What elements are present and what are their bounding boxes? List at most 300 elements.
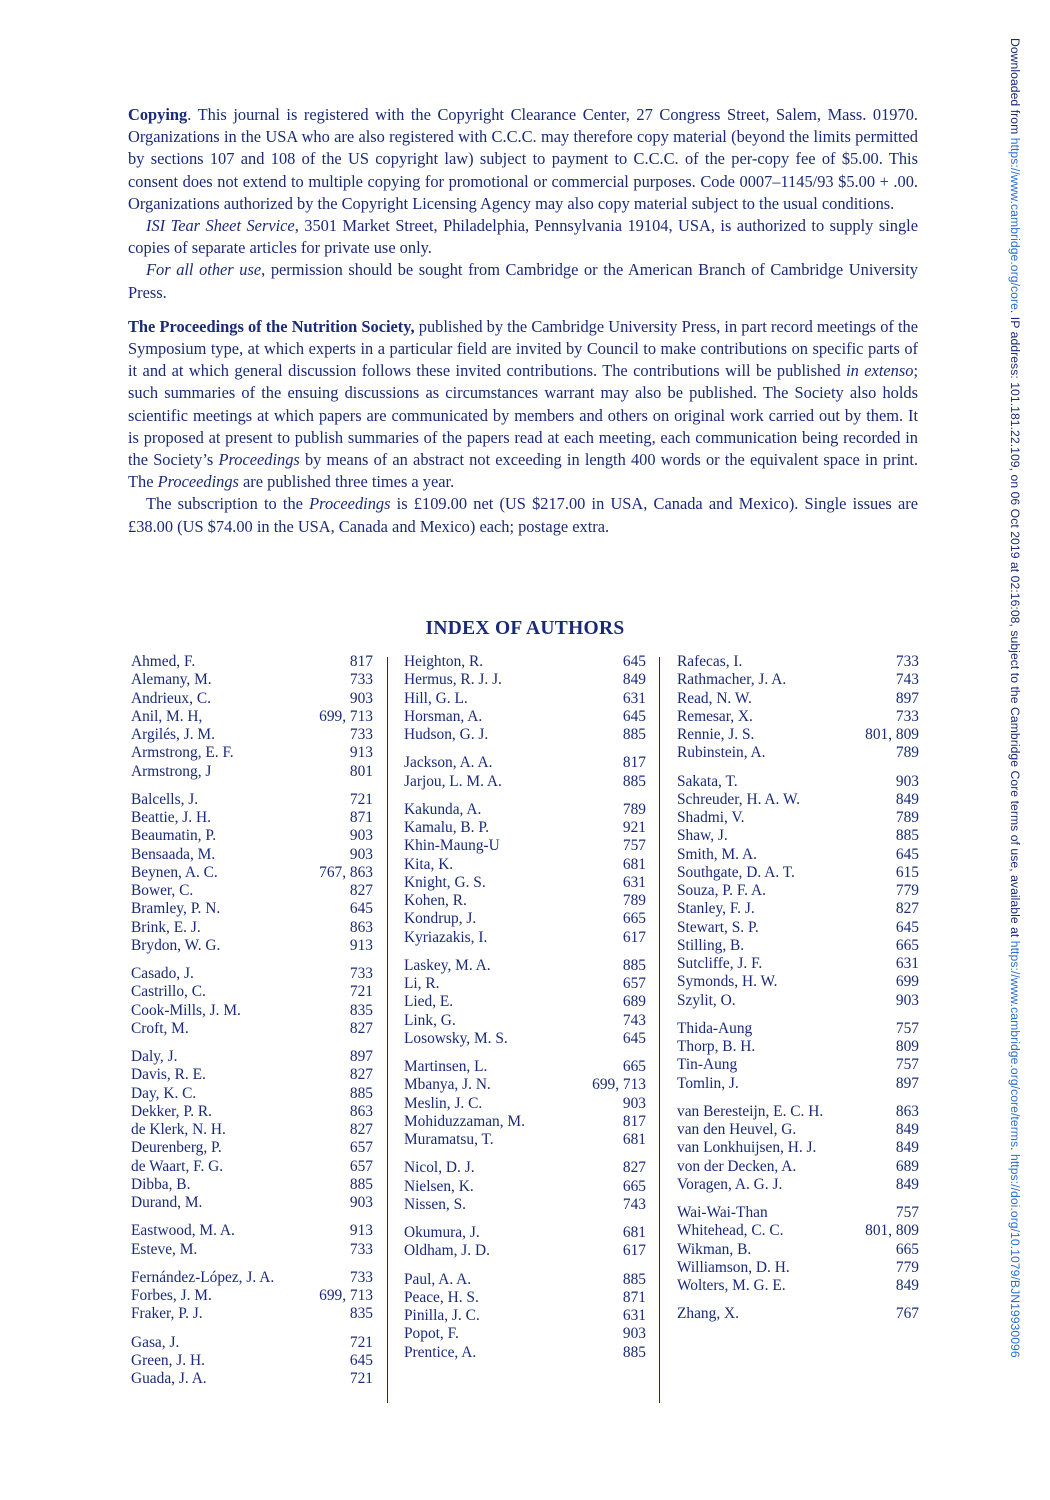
index-entry [131, 1103, 373, 1121]
page-numbers: 903 [895, 772, 919, 790]
index-letter-group [131, 1334, 373, 1389]
page-numbers: 743 [622, 1195, 646, 1213]
cambridge-core-link[interactable]: https://www.cambridge.org/core [1008, 137, 1022, 310]
author-name: Thida-Aung [677, 1019, 753, 1037]
author-name: Smith, M. A. [677, 845, 757, 863]
page-numbers: 733 [349, 1240, 373, 1258]
proceedings-text-4: are published three times a year. [238, 472, 455, 492]
author-name: Fraker, P. J. [131, 1305, 203, 1323]
author-name: de Klerk, N. H. [131, 1121, 226, 1138]
author-name: Jarjou, L. M. A. [404, 772, 502, 790]
index-entry [131, 900, 373, 918]
index-letter-group [677, 1305, 919, 1323]
index-column-3 [677, 653, 919, 1334]
author-name: Fernández-López, J. A. [131, 1268, 275, 1286]
download-notice-middle: . IP address: 101.181.22.109, on 06 Oct 2019 at 02:16:08, subject to the Cambridge Core terms of use, available at [1008, 309, 1022, 941]
page-numbers: 817 [622, 1112, 646, 1130]
author-name: Armstrong, E. F. [131, 744, 234, 762]
author-name: Tomlin, J. [677, 1074, 739, 1092]
page-numbers: 631 [622, 873, 646, 891]
author-name: Meslin, J. C. [404, 1094, 483, 1112]
page-numbers: 913 [349, 1222, 373, 1240]
index-entry [404, 754, 646, 772]
index-letter-group [404, 754, 646, 791]
page-numbers: 689 [622, 993, 646, 1011]
page-numbers: 721 [349, 790, 373, 808]
page-numbers: 885 [622, 1343, 646, 1361]
author-name: Bower, C. [131, 882, 194, 899]
index-title: INDEX OF AUTHORS [425, 618, 625, 639]
author-name: Beynen, A. C. [131, 863, 218, 881]
index-column-1 [131, 653, 373, 1398]
page-numbers: 863 [349, 918, 373, 936]
author-name: Rafecas, I. [677, 653, 743, 670]
index-letter-group [677, 773, 919, 1010]
author-name: Shadmi, V. [677, 809, 745, 826]
page-numbers: 801, 809 [865, 1222, 919, 1240]
index-entry [677, 744, 919, 762]
author-name: Oldham, J. D. [404, 1242, 490, 1260]
index-entry [404, 957, 646, 975]
page-numbers: 885 [349, 1175, 373, 1193]
author-name: Davis, R. E. [131, 1066, 206, 1084]
index-entry [404, 726, 646, 744]
page-numbers: 699, 713 [592, 1076, 646, 1094]
page-numbers: 903 [349, 1194, 373, 1211]
index-entry [404, 1289, 646, 1307]
author-name: de Waart, F. G. [131, 1157, 224, 1175]
index-entry [677, 937, 919, 955]
author-name: Kita, K. [404, 855, 454, 873]
index-entry [404, 801, 646, 819]
page-numbers: 863 [349, 1102, 373, 1120]
index-entry [677, 690, 919, 708]
page-numbers: 789 [622, 800, 646, 818]
author-name: Sakata, T. [677, 772, 738, 790]
index-entry [131, 937, 373, 955]
author-name: Gasa, J. [131, 1333, 180, 1351]
author-name: Brink, E. J. [131, 918, 201, 936]
index-letter-group [677, 1204, 919, 1295]
index-entry [404, 929, 646, 947]
author-name: Laskey, M. A. [404, 956, 491, 974]
isi-paragraph [128, 215, 918, 259]
page-numbers: 631 [895, 955, 919, 972]
index-entry [677, 1020, 919, 1038]
author-name: Peace, H. S. [404, 1288, 479, 1306]
journal-notices [128, 104, 918, 538]
index-entry [131, 983, 373, 1001]
other-use-paragraph [128, 259, 918, 303]
index-entry [131, 1020, 373, 1038]
subscription-text-2: is £109.00 net (US $217.00 in USA, Canada and Mexico). Single issues are £38.00 (US $74.00 in the USA, Canada and Mexico) each; postage extra. [128, 494, 918, 536]
author-name: Tin-Aung [677, 1056, 738, 1074]
index-entry [131, 1222, 373, 1240]
author-name: Knight, G. S. [404, 873, 486, 891]
author-name: Nissen, S. [404, 1195, 466, 1213]
index-entry [677, 1222, 919, 1240]
doi-link[interactable]: https://doi.org/10.1079/BJN19930096 [1008, 1154, 1022, 1358]
page-numbers: 721 [349, 983, 373, 1001]
terms-link[interactable]: https://www.cambridge.org/core/terms [1008, 940, 1022, 1148]
author-name: Andrieux, C. [131, 689, 211, 707]
index-letter-group [131, 1222, 373, 1259]
author-name: Hudson, G. J. [404, 726, 489, 743]
page-numbers: 699, 713 [319, 1287, 373, 1304]
index-entry [404, 1307, 646, 1325]
author-name: Khin-Maung-U [404, 837, 500, 855]
author-name: Popot, F. [404, 1325, 459, 1343]
page-numbers: 631 [622, 689, 646, 707]
page-numbers: 733 [349, 1268, 373, 1286]
proceedings-text-1: published by the Cambridge University Press, in part record meetings of the Symposium type, at which experts in a particular field are invited by Council to make contributions on specific parts of it and at which general discussion follows these invited contributions. The contributions will be published [128, 316, 918, 381]
index-entry [404, 690, 646, 708]
author-name: Hermus, R. J. J. [404, 671, 502, 689]
index-entry [131, 1241, 373, 1259]
index-entry [131, 1334, 373, 1352]
index-entry [131, 1002, 373, 1020]
page-numbers: 645 [622, 653, 646, 670]
index-entry [404, 1196, 646, 1214]
index-entry [404, 993, 646, 1011]
author-name: Schreuder, H. A. W. [677, 790, 800, 808]
column-divider [387, 657, 388, 1403]
page-numbers: 897 [895, 1074, 919, 1092]
author-name: Prentice, A. [404, 1343, 477, 1361]
page-numbers: 903 [622, 1325, 646, 1343]
index-entry [131, 671, 373, 689]
proceedings-text-3: by means of an abstract not exceeding in length 400 words or the equivalent space in print. The [128, 450, 918, 492]
page-numbers: 699 [895, 973, 919, 991]
index-entry [404, 1131, 646, 1149]
author-name: Bensaada, M. [131, 845, 216, 863]
index-letter-group [131, 965, 373, 1038]
page-numbers: 827 [622, 1159, 646, 1177]
page-numbers: 809 [895, 1038, 919, 1055]
subscription-text-1: The subscription to the [146, 494, 310, 514]
index-entry [404, 837, 646, 855]
author-name: Sutcliffe, J. F. [677, 955, 763, 972]
index-entry [131, 708, 373, 726]
author-name: Kyriazakis, I. [404, 928, 488, 946]
page-numbers: 885 [622, 1270, 646, 1288]
page-numbers: 665 [895, 936, 919, 954]
isi-text: , 3501 Market Street, Philadelphia, Pennsylvania 19104, USA, is authorized to supply single copies of separate articles for private use only. [128, 216, 918, 258]
index-entry [131, 882, 373, 900]
index-entry [677, 900, 919, 918]
page-numbers: 665 [895, 1240, 919, 1258]
index-letter-group [131, 1269, 373, 1324]
author-name: Mbanya, J. N. [404, 1076, 491, 1094]
author-name: Green, J. H. [131, 1351, 205, 1369]
author-name: Mohiduzzaman, M. [404, 1112, 525, 1130]
index-entry [404, 708, 646, 726]
index-entry [404, 910, 646, 928]
author-name: van den Heuvel, G. [677, 1121, 797, 1138]
page-numbers: 757 [622, 837, 646, 855]
index-entry [404, 1058, 646, 1076]
index-entry [131, 1287, 373, 1305]
author-name: Wolters, M. G. E. [677, 1277, 786, 1294]
page-numbers: 689 [895, 1157, 919, 1175]
proceedings-text-2: ; such summaries of the ensuing discussions as circumstances warrant may also be published. The Society also holds scientific meetings at which papers are communicated by members and others on original work carried out by them. It is proposed at present to publish summaries of the papers read at each meeting, each communication being recorded in the Society’s [128, 361, 918, 470]
index-entry [677, 1056, 919, 1074]
page-numbers: 817 [349, 653, 373, 670]
index-entry [404, 773, 646, 791]
page-numbers: 733 [349, 671, 373, 689]
index-entry [404, 1113, 646, 1131]
index-column-2 [404, 653, 646, 1372]
index-letter-group [131, 791, 373, 955]
subscription-paragraph [128, 493, 918, 537]
page-numbers: 913 [349, 744, 373, 762]
author-name: Jackson, A. A. [404, 754, 493, 772]
author-name: Hill, G. L. [404, 689, 468, 707]
index-letter-group [131, 1048, 373, 1212]
index-entry [404, 1159, 646, 1177]
page-numbers: 903 [622, 1094, 646, 1112]
index-entry [404, 1076, 646, 1094]
page-numbers: 733 [895, 653, 919, 670]
page-numbers: 827 [895, 900, 919, 918]
page-numbers: 789 [895, 744, 919, 762]
page-numbers: 903 [349, 689, 373, 707]
page-numbers: 645 [895, 918, 919, 936]
page-numbers: 903 [349, 845, 373, 863]
download-notice [1010, 38, 1034, 1458]
author-name: Alemany, M. [131, 671, 212, 689]
page-numbers: 885 [895, 827, 919, 845]
index-letter-group [131, 653, 373, 781]
author-name: Beaumatin, P. [131, 827, 217, 845]
index-entry [677, 773, 919, 791]
index-entry [677, 1158, 919, 1176]
page-numbers: 721 [349, 1333, 373, 1351]
index-entry [677, 846, 919, 864]
index-entry [131, 653, 373, 671]
index-letter-group [404, 1159, 646, 1214]
index-entry [404, 1344, 646, 1362]
author-name: Thorp, B. H. [677, 1038, 756, 1055]
author-name: Esteve, M. [131, 1240, 198, 1258]
page-numbers: 645 [349, 1351, 373, 1369]
page-numbers: 827 [349, 1019, 373, 1037]
page-numbers: 789 [895, 809, 919, 826]
author-name: Southgate, D. A. T. [677, 863, 795, 881]
index-entry [131, 791, 373, 809]
page-numbers: 699, 713 [319, 707, 373, 725]
author-name: Rennie, J. S. [677, 726, 755, 743]
author-name: Pinilla, J. C. [404, 1307, 480, 1324]
index-entry [677, 1204, 919, 1222]
index-letter-group [404, 653, 646, 744]
author-name: Lied, E. [404, 993, 454, 1011]
page-numbers: 617 [622, 1242, 646, 1260]
author-name: Balcells, J. [131, 790, 199, 808]
index-entry [677, 1139, 919, 1157]
proceedings-heading: The Proceedings of the Nutrition Society, [128, 316, 415, 336]
page-numbers: 827 [349, 882, 373, 899]
index-entry [404, 1242, 646, 1260]
index-entry [131, 1269, 373, 1287]
page-numbers: 645 [895, 845, 919, 863]
page-numbers: 849 [895, 1139, 919, 1157]
page-numbers: 871 [622, 1288, 646, 1306]
author-name: Szylit, O. [677, 991, 736, 1009]
page-numbers: 897 [895, 689, 919, 707]
author-name: Kohen, R. [404, 892, 467, 909]
index-entry [131, 1121, 373, 1139]
index-entry [404, 1095, 646, 1113]
author-name: Wai-Wai-Than [677, 1204, 768, 1221]
other-use-text: , permission should be sought from Cambridge or the American Branch of Cambridge University Press. [128, 260, 918, 302]
author-name: Williamson, D. H. [677, 1258, 790, 1276]
page-numbers: 657 [349, 1139, 373, 1157]
index-entry [677, 919, 919, 937]
author-name: Li, R. [404, 975, 440, 992]
author-name: Croft, M. [131, 1019, 189, 1037]
page-numbers: 863 [895, 1102, 919, 1120]
author-name: Armstrong, J [131, 762, 212, 780]
page-numbers: 657 [349, 1157, 373, 1175]
subscription-italic: Proceedings [309, 494, 391, 514]
page-numbers: 849 [895, 790, 919, 808]
page-numbers: 767, 863 [319, 863, 373, 881]
index-entry [131, 1158, 373, 1176]
author-name: Nielsen, K. [404, 1177, 474, 1195]
column-divider [659, 657, 660, 1403]
index-entry [131, 726, 373, 744]
index-entry [677, 708, 919, 726]
author-name: Castrillo, C. [131, 983, 206, 1001]
author-name: Argilés, J. M. [131, 726, 215, 743]
author-name: Voragen, A. G. J. [677, 1175, 783, 1193]
page-numbers: 789 [622, 892, 646, 909]
index-entry [131, 1370, 373, 1388]
page-numbers: 801, 809 [865, 726, 919, 743]
page-numbers: 665 [622, 1177, 646, 1195]
index-letter-group [404, 957, 646, 1048]
author-name: Zhang, X. [677, 1305, 739, 1323]
index-entry [131, 809, 373, 827]
index-entry [677, 671, 919, 689]
index-entry [677, 973, 919, 991]
author-name: Paul, A. A. [404, 1270, 472, 1288]
author-name: Stilling, B. [677, 936, 745, 954]
index-entry [677, 1277, 919, 1295]
page-numbers: 743 [622, 1011, 646, 1029]
index-entry [404, 892, 646, 910]
author-name: Eastwood, M. A. [131, 1222, 235, 1240]
page-numbers: 849 [895, 1121, 919, 1138]
index-entry [677, 1121, 919, 1139]
index-entry [404, 1325, 646, 1343]
index-entry [677, 882, 919, 900]
author-name: Kondrup, J. [404, 910, 477, 928]
isi-service-name: ISI Tear Sheet Service [146, 216, 295, 236]
index-entry [404, 856, 646, 874]
page-numbers: 733 [349, 726, 373, 743]
page-numbers: 885 [349, 1084, 373, 1102]
index-entry [131, 1305, 373, 1323]
download-notice-text [1008, 38, 1022, 1358]
index-entry [677, 1259, 919, 1277]
page-numbers: 897 [349, 1048, 373, 1065]
author-name: Ahmed, F. [131, 653, 196, 670]
author-name: Cook-Mills, J. M. [131, 1001, 241, 1019]
page-numbers: 757 [895, 1204, 919, 1221]
index-entry [131, 1139, 373, 1157]
author-name: Remesar, X. [677, 707, 753, 725]
index-entry [404, 653, 646, 671]
author-name: Whitehead, C. C. [677, 1222, 784, 1240]
index-entry [131, 1176, 373, 1194]
index-entry [677, 791, 919, 809]
author-name: Day, K. C. [131, 1084, 197, 1102]
index-entry [131, 864, 373, 882]
index-entry [404, 874, 646, 892]
page-numbers: 645 [622, 1029, 646, 1047]
page-numbers: 801 [349, 762, 373, 780]
page-numbers: 767 [895, 1305, 919, 1323]
author-name: Okumura, J. [404, 1224, 480, 1241]
index-entry [131, 1048, 373, 1066]
page-numbers: 817 [622, 754, 646, 772]
copying-text: . This journal is registered with the Copyright Clearance Center, 27 Congress Street, Salem, Mass. 01970. Organizations in the USA who are also registered with C.C.C. may therefore copy material (beyond the limits permitted by sections 107 and 108 of the US copyright law) subject to payment to C.C.C. of the per-copy fee of $5.00. This consent does not extend to multiple copying for promotional or commercial purposes. Code 0007–1145/93 $5.00 + .00. Organizations authorized by the Copyright Licensing Agency may also copy material subject to the usual conditions. [128, 105, 918, 213]
author-name: Durand, M. [131, 1194, 203, 1211]
author-name: Brydon, W. G. [131, 936, 221, 954]
page-numbers: 665 [622, 1058, 646, 1075]
index-entry [677, 726, 919, 744]
index-entry [131, 1085, 373, 1103]
author-name: Wikman, B. [677, 1240, 752, 1258]
page-numbers: 743 [895, 671, 919, 689]
author-name: Rubinstein, A. [677, 744, 766, 762]
index-entry [677, 1103, 919, 1121]
index-entry [677, 1075, 919, 1093]
copying-paragraph [128, 104, 918, 215]
index-entry [677, 809, 919, 827]
index-entry [404, 1271, 646, 1289]
author-name: Deurenberg, P. [131, 1139, 222, 1157]
author-name: Martinsen, L. [404, 1058, 488, 1075]
index-entry [677, 1241, 919, 1259]
index-entry [131, 846, 373, 864]
index-entry [677, 1176, 919, 1194]
author-name: Dekker, P. R. [131, 1102, 213, 1120]
page-numbers: 757 [895, 1019, 919, 1037]
index-entry [677, 864, 919, 882]
author-name: van Beresteijn, E. C. H. [677, 1102, 824, 1120]
index-entry [404, 1012, 646, 1030]
other-use-lead: For all other use [146, 260, 262, 280]
page-numbers: 849 [895, 1277, 919, 1294]
author-name: Beattie, J. H. [131, 809, 211, 826]
page-numbers: 835 [349, 1001, 373, 1019]
author-name: Rathmacher, J. A. [677, 671, 787, 689]
author-name: von der Decken, A. [677, 1157, 797, 1175]
author-name: Muramatsu, T. [404, 1131, 494, 1148]
index-entry [131, 1066, 373, 1084]
page-numbers: 849 [622, 671, 646, 689]
index-entry [677, 992, 919, 1010]
page-numbers: 835 [349, 1305, 373, 1323]
page-numbers: 631 [622, 1307, 646, 1324]
author-name: Read, N. W. [677, 689, 752, 707]
page-numbers: 733 [895, 707, 919, 725]
page-numbers: 645 [349, 900, 373, 918]
page-numbers: 779 [895, 1258, 919, 1276]
